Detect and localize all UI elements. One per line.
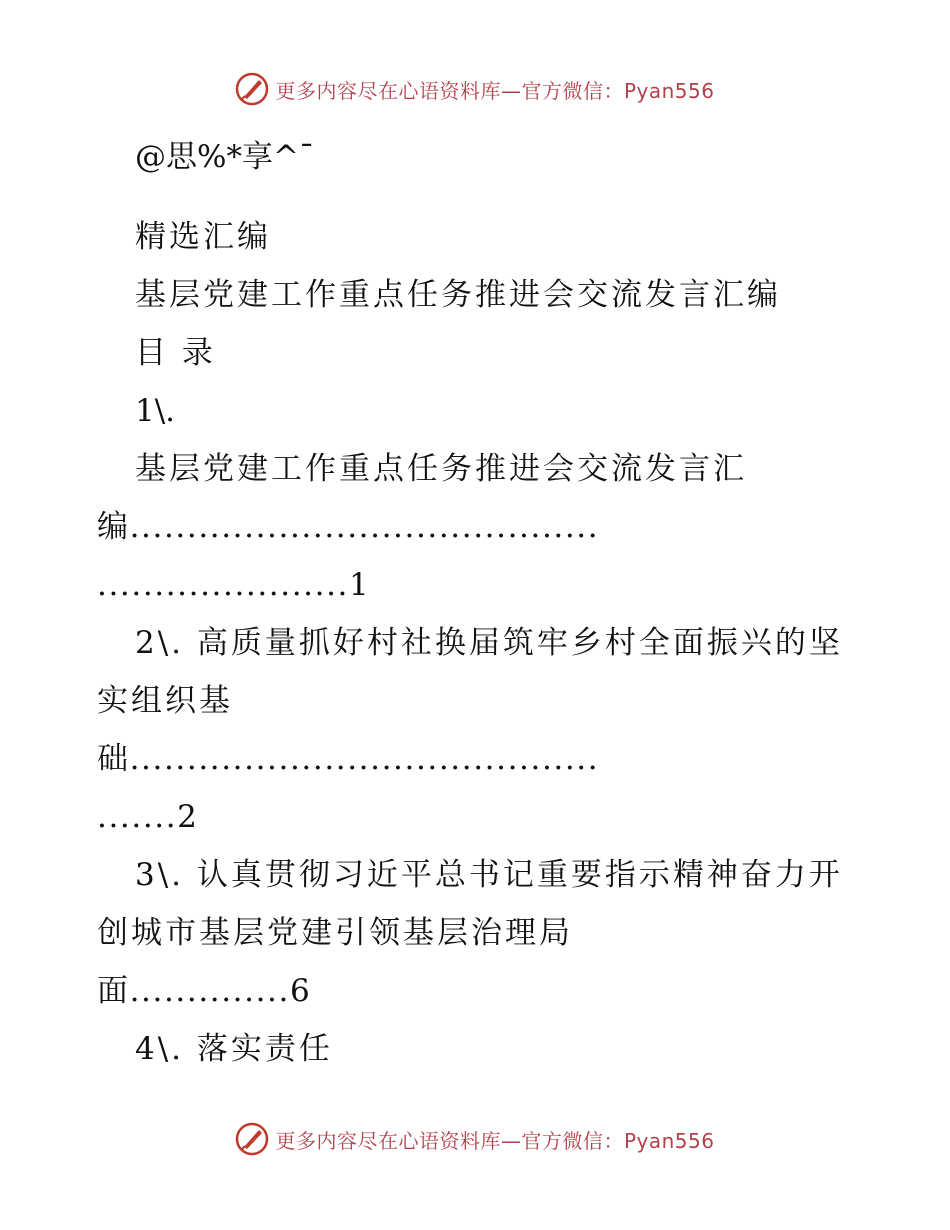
watermark-text: 更多内容尽在心语资料库—官方微信：Pyan556 xyxy=(275,1128,715,1153)
header-watermark xyxy=(0,72,950,106)
quill-logo-icon xyxy=(235,1122,269,1156)
toc-entry-2-line-4: .......2 xyxy=(97,799,199,835)
toc-entry-1-number: 1\. xyxy=(135,393,176,429)
toc-entry-4-number: 4\. xyxy=(135,1031,185,1067)
header-mark: @思%*享^¯ xyxy=(135,139,315,175)
toc-entry-2-first-line xyxy=(97,614,857,672)
quill-logo-icon xyxy=(235,72,269,106)
toc-entry-3-number: 3\. xyxy=(135,857,185,893)
toc-heading: 目 录 xyxy=(135,335,216,371)
document-body xyxy=(97,128,857,1078)
collection-label: 精选汇编 xyxy=(135,219,271,255)
toc-entry-4-first-line xyxy=(97,1020,857,1078)
toc-entry-2-line-2: 实组织基 xyxy=(97,683,233,719)
footer-watermark xyxy=(0,1122,950,1156)
toc-entry-1-line-2: 编......................................... xyxy=(97,509,600,545)
toc-entry-1-line-1: 基层党建工作重点任务推进会交流发言汇 xyxy=(135,451,747,487)
toc-entry-2-number: 2\. xyxy=(135,625,185,661)
toc-entry-2-line-3: 础......................................... xyxy=(97,741,600,777)
document-title: 基层党建工作重点任务推进会交流发言汇编 xyxy=(135,277,781,313)
toc-entry-4-line-1: 落实责任 xyxy=(196,1031,333,1067)
toc-entry-3-first-line xyxy=(97,846,857,904)
toc-entry-3-line-1: 认真贯彻习近平总书记重要指示精神奋力开 xyxy=(196,857,843,893)
toc-entry-1-line-3: ......................1 xyxy=(97,567,371,603)
watermark-text: 更多内容尽在心语资料库—官方微信：Pyan556 xyxy=(275,78,715,103)
toc-entry-3-line-2: 创城市基层党建引领基层治理局 xyxy=(97,915,573,951)
toc-entry-2-line-1: 高质量抓好村社换届筑牢乡村全面振兴的坚 xyxy=(196,625,843,661)
toc-entry-3-line-3: 面..............6 xyxy=(97,973,312,1009)
